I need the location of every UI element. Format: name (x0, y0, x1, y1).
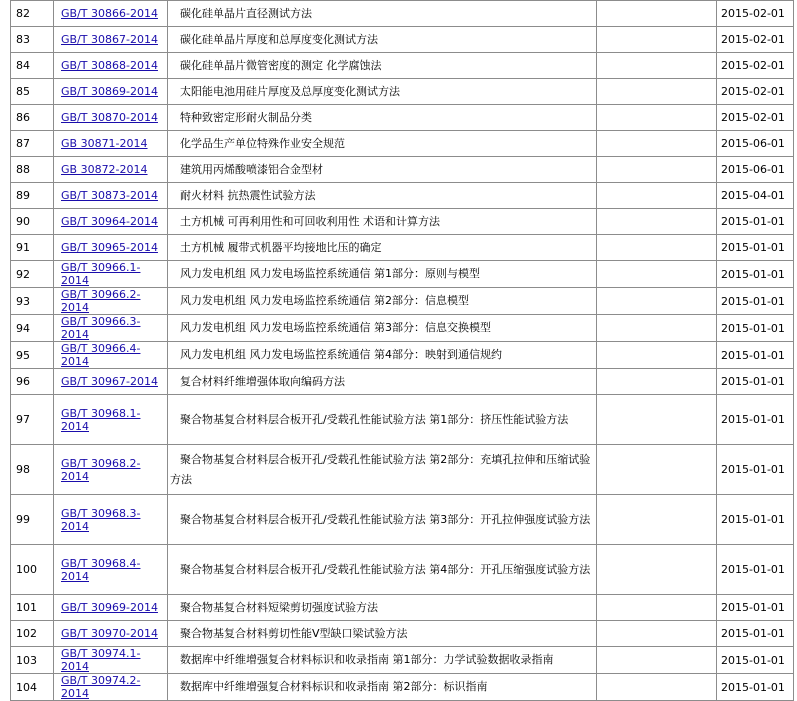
empty-cell (597, 369, 717, 395)
standard-code-link[interactable]: GB/T 30966.3-2014 (61, 315, 141, 341)
standard-name-cell (168, 647, 597, 674)
empty-cell (597, 342, 717, 369)
table-row (11, 369, 794, 395)
standard-name-cell (168, 445, 597, 495)
empty-cell (597, 674, 717, 701)
table-row (11, 183, 794, 209)
standards-table (10, 0, 794, 701)
standard-name-cell (168, 209, 597, 235)
standard-name: 聚合物基复合材料层合板开孔/受载孔性能试验方法 第1部分：挤压性能试验方法 (180, 412, 569, 426)
standard-name: 建筑用丙烯酸喷漆铝合金型材 (180, 162, 323, 176)
standard-code-link[interactable]: GB/T 30967-2014 (61, 375, 158, 388)
row-number: 89 (11, 183, 54, 209)
empty-cell (597, 595, 717, 621)
standard-name: 风力发电机组 风力发电场监控系统通信 第3部分：信息交换模型 (180, 321, 491, 334)
implementation-date: 2015-01-01 (717, 261, 794, 288)
standard-code-cell (54, 27, 168, 53)
standard-name-cell (168, 27, 597, 53)
table-row (11, 209, 794, 235)
standard-name: 特种致密定形耐火制品分类 (180, 110, 312, 124)
implementation-date: 2015-01-01 (717, 545, 794, 595)
standard-name: 复合材料纤维增强体取向编码方法 (180, 374, 345, 388)
implementation-date: 2015-02-01 (717, 53, 794, 79)
implementation-date: 2015-01-01 (717, 621, 794, 647)
standard-name: 碳化硅单晶片直径测试方法 (180, 6, 312, 20)
implementation-date: 2015-01-01 (717, 288, 794, 315)
standard-name-cell (168, 235, 597, 261)
row-number: 87 (11, 131, 54, 157)
standard-name-cell (168, 495, 597, 545)
standard-name: 土方机械 可再利用性和可回收利用性 术语和计算方法 (180, 214, 440, 228)
standard-code-link[interactable]: GB/T 30866-2014 (61, 7, 158, 20)
row-number: 100 (11, 545, 54, 595)
implementation-date: 2015-06-01 (717, 157, 794, 183)
standard-name: 数据库中纤维增强复合材料标识和收录指南 第1部分：力学试验数据收录指南 (180, 653, 554, 666)
standard-name: 碳化硅单晶片微管密度的测定 化学腐蚀法 (180, 58, 382, 72)
table-row (11, 27, 794, 53)
row-number: 92 (11, 261, 54, 288)
row-number: 88 (11, 157, 54, 183)
implementation-date: 2015-01-01 (717, 647, 794, 674)
standard-code-link[interactable]: GB/T 30970-2014 (61, 627, 158, 640)
standard-code-cell (54, 315, 168, 342)
row-number: 91 (11, 235, 54, 261)
standard-code-link[interactable]: GB/T 30968.3-2014 (61, 506, 141, 533)
row-number: 102 (11, 621, 54, 647)
standard-code-cell (54, 342, 168, 369)
implementation-date: 2015-01-01 (717, 595, 794, 621)
table-row (11, 674, 794, 701)
standard-code-cell (54, 105, 168, 131)
standard-code-link[interactable]: GB/T 30965-2014 (61, 241, 158, 254)
empty-cell (597, 209, 717, 235)
implementation-date: 2015-01-01 (717, 209, 794, 235)
standard-code-link[interactable]: GB/T 30870-2014 (61, 111, 158, 124)
row-number: 85 (11, 79, 54, 105)
standard-code-link[interactable]: GB/T 30968.2-2014 (61, 456, 141, 483)
standard-name: 碳化硅单晶片厚度和总厚度变化测试方法 (180, 32, 378, 46)
standard-code-cell (54, 1, 168, 27)
standard-code-cell (54, 261, 168, 288)
empty-cell (597, 445, 717, 495)
standard-name: 风力发电机组 风力发电场监控系统通信 第4部分：映射到通信规约 (180, 348, 502, 361)
standard-code-link[interactable]: GB/T 30974.1-2014 (61, 647, 141, 673)
standard-code-cell (54, 621, 168, 647)
table-row (11, 157, 794, 183)
standard-name-cell (168, 79, 597, 105)
implementation-date: 2015-01-01 (717, 674, 794, 701)
table-row (11, 342, 794, 369)
table-row (11, 1, 794, 27)
empty-cell (597, 1, 717, 27)
standard-code-cell (54, 157, 168, 183)
row-number: 99 (11, 495, 54, 545)
implementation-date: 2015-06-01 (717, 131, 794, 157)
standard-name: 聚合物基复合材料层合板开孔/受载孔性能试验方法 第4部分：开孔压缩强度试验方法 (180, 562, 591, 576)
implementation-date: 2015-01-01 (717, 235, 794, 261)
standard-code-cell (54, 79, 168, 105)
table-row (11, 79, 794, 105)
standard-name-cell (168, 1, 597, 27)
standard-name-cell (168, 288, 597, 315)
standard-code-link[interactable]: GB/T 30867-2014 (61, 33, 158, 46)
empty-cell (597, 395, 717, 445)
standard-name-cell (168, 395, 597, 445)
implementation-date: 2015-01-01 (717, 369, 794, 395)
table-row (11, 261, 794, 288)
row-number: 95 (11, 342, 54, 369)
standard-code-cell (54, 445, 168, 495)
standard-code-link[interactable]: GB/T 30966.4-2014 (61, 342, 141, 368)
implementation-date: 2015-01-01 (717, 495, 794, 545)
standard-name-cell (168, 545, 597, 595)
empty-cell (597, 288, 717, 315)
row-number: 82 (11, 1, 54, 27)
row-number: 84 (11, 53, 54, 79)
standard-code-cell (54, 183, 168, 209)
standard-name-cell (168, 342, 597, 369)
standard-name-cell (168, 157, 597, 183)
empty-cell (597, 495, 717, 545)
table-row (11, 315, 794, 342)
standard-code-link[interactable]: GB/T 30869-2014 (61, 85, 158, 98)
table-row (11, 288, 794, 315)
row-number: 97 (11, 395, 54, 445)
empty-cell (597, 647, 717, 674)
standard-name-cell (168, 105, 597, 131)
standards-table-body (11, 1, 794, 701)
standard-code-link[interactable]: GB/T 30873-2014 (61, 189, 158, 202)
implementation-date: 2015-02-01 (717, 1, 794, 27)
implementation-date: 2015-02-01 (717, 27, 794, 53)
standard-code-link[interactable]: GB/T 30968.4-2014 (61, 556, 141, 583)
standard-code-cell (54, 288, 168, 315)
empty-cell (597, 53, 717, 79)
standard-name: 风力发电机组 风力发电场监控系统通信 第2部分：信息模型 (180, 294, 469, 307)
row-number: 103 (11, 647, 54, 674)
standard-code-cell (54, 395, 168, 445)
standard-code-cell (54, 53, 168, 79)
standard-name-cell (168, 53, 597, 79)
empty-cell (597, 157, 717, 183)
standard-code-cell (54, 235, 168, 261)
standard-name-cell (168, 183, 597, 209)
standard-name-cell (168, 369, 597, 395)
standard-code-cell (54, 209, 168, 235)
standard-code-link[interactable]: GB/T 30964-2014 (61, 215, 158, 228)
empty-cell (597, 27, 717, 53)
standard-code-cell (54, 131, 168, 157)
standard-name: 土方机械 履带式机器平均接地比压的确定 (180, 240, 382, 254)
implementation-date: 2015-04-01 (717, 183, 794, 209)
table-row (11, 621, 794, 647)
row-number: 93 (11, 288, 54, 315)
table-row (11, 495, 794, 545)
standard-code-link[interactable]: GB/T 30969-2014 (61, 601, 158, 614)
standard-name: 太阳能电池用硅片厚度及总厚度变化测试方法 (180, 84, 400, 98)
standard-name: 聚合物基复合材料层合板开孔/受载孔性能试验方法 第2部分：充填孔拉伸和压缩试验方法 (170, 452, 591, 486)
standard-code-link[interactable]: GB 30871-2014 (61, 137, 148, 150)
row-number: 83 (11, 27, 54, 53)
empty-cell (597, 545, 717, 595)
row-number: 90 (11, 209, 54, 235)
row-number: 86 (11, 105, 54, 131)
standard-code-cell (54, 674, 168, 701)
row-number: 98 (11, 445, 54, 495)
standard-code-link[interactable]: GB/T 30968.1-2014 (61, 406, 141, 433)
standard-code-link[interactable]: GB/T 30966.2-2014 (61, 288, 141, 314)
standard-name-cell (168, 315, 597, 342)
standard-code-link[interactable]: GB/T 30868-2014 (61, 59, 158, 72)
standard-name-cell (168, 674, 597, 701)
row-number: 104 (11, 674, 54, 701)
standard-name: 风力发电机组 风力发电场监控系统通信 第1部分：原则与模型 (180, 267, 480, 280)
standard-name: 聚合物基复合材料剪切性能V型缺口梁试验方法 (180, 626, 408, 640)
table-row (11, 545, 794, 595)
empty-cell (597, 79, 717, 105)
empty-cell (597, 621, 717, 647)
standard-code-cell (54, 647, 168, 674)
table-row (11, 647, 794, 674)
standard-name-cell (168, 131, 597, 157)
standard-code-cell (54, 545, 168, 595)
implementation-date: 2015-01-01 (717, 315, 794, 342)
standard-code-cell (54, 495, 168, 545)
standard-name: 聚合物基复合材料短梁剪切强度试验方法 (180, 600, 378, 614)
empty-cell (597, 105, 717, 131)
standard-name: 耐火材料 抗热震性试验方法 (180, 188, 316, 202)
empty-cell (597, 131, 717, 157)
empty-cell (597, 261, 717, 288)
implementation-date: 2015-01-01 (717, 445, 794, 495)
empty-cell (597, 315, 717, 342)
standard-name: 数据库中纤维增强复合材料标识和收录指南 第2部分：标识指南 (180, 680, 488, 693)
standard-name-cell (168, 595, 597, 621)
table-row (11, 105, 794, 131)
table-row (11, 595, 794, 621)
implementation-date: 2015-02-01 (717, 79, 794, 105)
empty-cell (597, 235, 717, 261)
standard-name: 化学品生产单位特殊作业安全规范 (180, 136, 345, 150)
row-number: 101 (11, 595, 54, 621)
standard-code-cell (54, 369, 168, 395)
standard-code-cell (54, 595, 168, 621)
table-row (11, 53, 794, 79)
table-row (11, 445, 794, 495)
implementation-date: 2015-01-01 (717, 395, 794, 445)
standard-code-link[interactable]: GB/T 30966.1-2014 (61, 261, 141, 287)
standard-name-cell (168, 261, 597, 288)
table-row (11, 131, 794, 157)
empty-cell (597, 183, 717, 209)
standard-name-cell (168, 621, 597, 647)
row-number: 96 (11, 369, 54, 395)
implementation-date: 2015-01-01 (717, 342, 794, 369)
row-number: 94 (11, 315, 54, 342)
standard-code-link[interactable]: GB/T 30974.2-2014 (61, 674, 141, 700)
table-row (11, 395, 794, 445)
implementation-date: 2015-02-01 (717, 105, 794, 131)
standard-code-link[interactable]: GB 30872-2014 (61, 163, 148, 176)
table-row (11, 235, 794, 261)
standard-name: 聚合物基复合材料层合板开孔/受载孔性能试验方法 第3部分：开孔拉伸强度试验方法 (180, 512, 591, 526)
